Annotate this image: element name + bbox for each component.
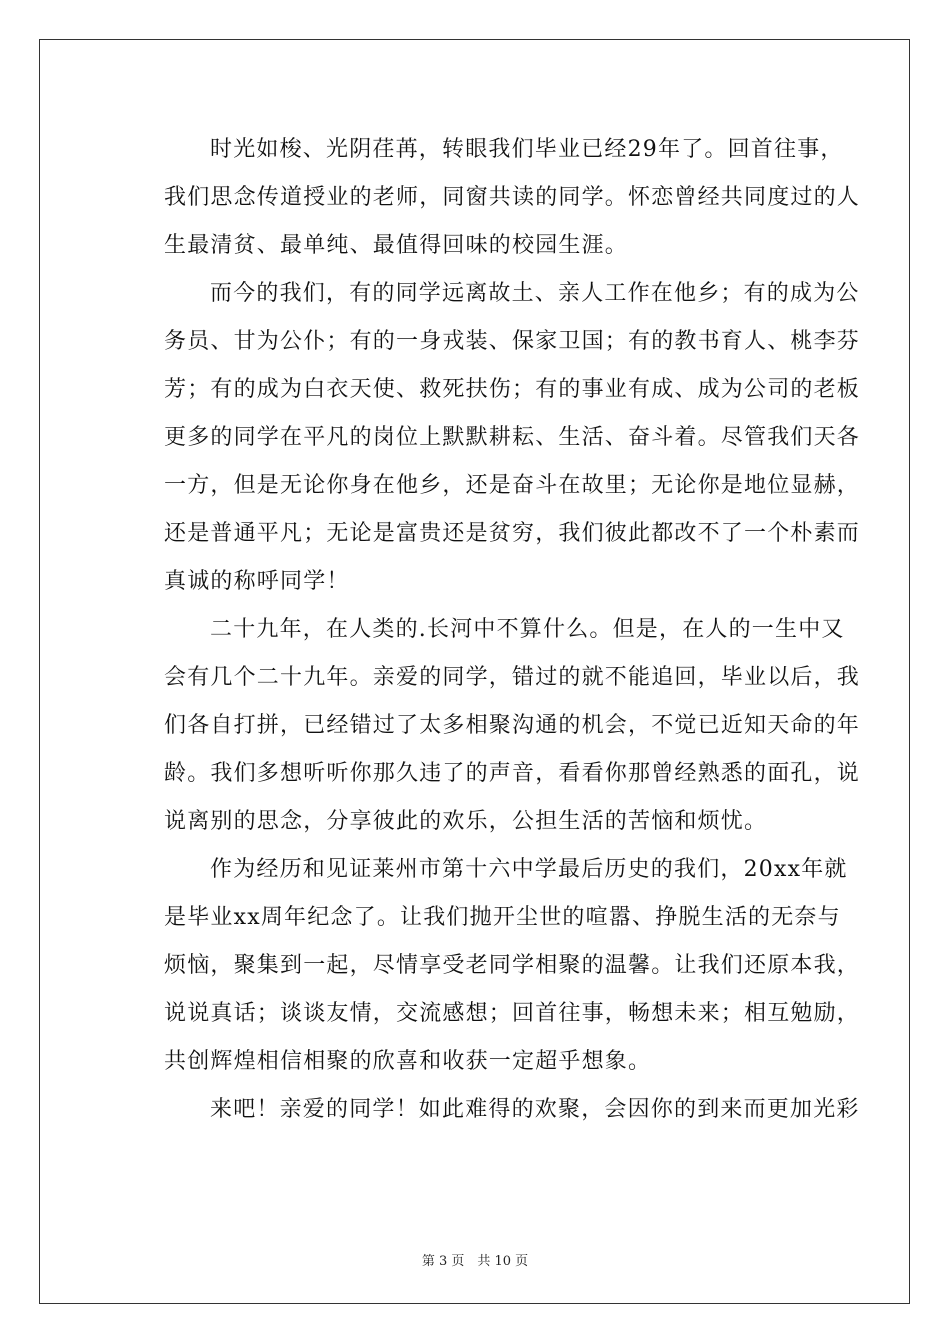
paragraph-3 [118,606,861,846]
text-line: 龄。我们多想听听你那久违了的声音，看看你那曾经熟悉的面孔，说 [164,761,861,786]
text-line: 共创辉煌相信相聚的欣喜和收获一定超乎想象。 [164,1049,652,1074]
text-line: 一方，但是无论你身在他乡，还是奋斗在故里；无论你是地位显赫， [164,473,861,498]
text-line: 真诚的称呼同学！ [164,569,350,594]
paragraph-2 [118,270,861,606]
text-line: 时光如梭、光阴荏苒，转眼我们毕业已经29年了。回首往事， [210,137,844,162]
text-line: 作为经历和见证莱州市第十六中学最后历史的我们，20xx年就 [210,857,848,882]
paragraph-5 [118,1086,860,1134]
text-line: 我们思念传道授业的老师，同窗共读的同学。怀恋曾经共同度过的人 [164,185,861,210]
text-line: 是毕业xx周年纪念了。让我们抛开尘世的喧嚣、挣脱生活的无奈与 [164,905,841,930]
text-line: 会有几个二十九年。亲爱的同学，错过的就不能追回，毕业以后，我 [164,665,861,690]
text-line: 务员、甘为公仆；有的一身戎装、保家卫国；有的教书育人、桃李芬 [164,329,861,354]
text-line: 二十九年，在人类的.长河中不算什么。但是，在人的一生中又 [210,617,845,642]
document-body [118,126,861,1134]
paragraph-4 [118,846,861,1086]
text-line: 芳；有的成为白衣天使、救死扶伤；有的事业有成、成为公司的老板 [164,377,861,402]
text-line: 烦恼，聚集到一起，尽情享受老同学相聚的温馨。让我们还原本我， [164,953,861,978]
paragraph-1 [118,126,861,270]
text-line: 还是普通平凡；无论是富贵还是贫穷，我们彼此都改不了一个朴素而 [164,521,861,546]
text-line: 来吧！亲爱的同学！如此难得的欢聚，会因你的到来而更加光彩 [210,1097,860,1122]
text-line: 生最清贫、最单纯、最值得回味的校园生涯。 [164,233,629,258]
page-footer: 第 3 页 共 10 页 [421,1254,529,1269]
text-line: 而今的我们，有的同学远离故土、亲人工作在他乡；有的成为公 [210,281,860,306]
text-line: 们各自打拼，已经错过了太多相聚沟通的机会，不觉已近知天命的年 [164,713,861,738]
text-line: 更多的同学在平凡的岗位上默默耕耘、生活、奋斗着。尽管我们天各 [164,425,861,450]
text-line: 说说真话；谈谈友情，交流感想；回首往事，畅想未来；相互勉励， [164,1001,861,1026]
text-line: 说离别的思念，分享彼此的欢乐，公担生活的苦恼和烦忧。 [164,809,768,834]
